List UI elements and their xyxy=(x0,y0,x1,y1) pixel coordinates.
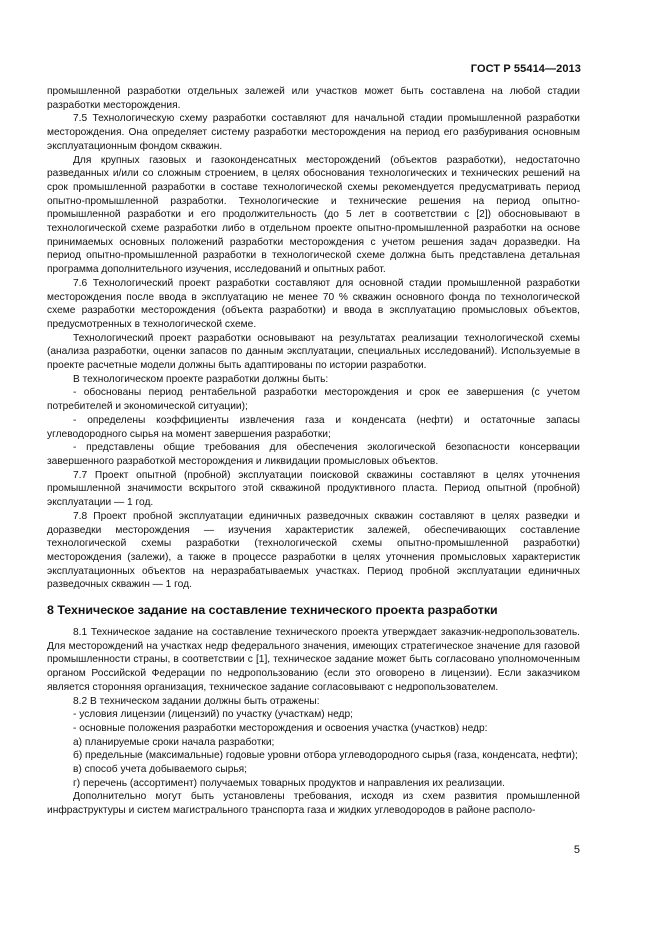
paragraph: - основные положения разработки месторождения и освоения участка (участков) недр: xyxy=(73,722,488,734)
paragraph: 7.6 Технологический проект разработки составляют для основной стадии промышленной разработки месторождения после ввода в эксплуатацию не менее 70 % скважин основного фонда по технологической схеме разработки месторождения (объекта разработки) и ввода в эксплуатацию промысловых объектов, предусмотренных в технологической схеме. xyxy=(47,277,580,330)
paragraphs-before-section xyxy=(47,85,580,592)
paragraph: 7.5 Технологическую схему разработки составляют для начальной стадии промышленной разработки месторождения. Она определяет систему разработки месторождения на период его разбуривания основным эксплуатационным фондом скважин. xyxy=(47,113,580,152)
paragraphs-after-section xyxy=(47,626,580,818)
document-id-header: ГОСТ Р 55414—2013 xyxy=(470,63,581,75)
paragraph: - условия лицензии (лицензий) по участку (участкам) недр; xyxy=(73,709,353,721)
paragraph: а) планируемые сроки начала разработки; xyxy=(73,736,275,748)
page-number: 5 xyxy=(573,844,580,856)
paragraph: г) перечень (ассортимент) получаемых товарных продуктов и направления их реализации. xyxy=(73,777,505,789)
section-title: 8 Техническое задание на составление технического проекта разработки xyxy=(47,603,498,618)
paragraph: 7.7 Проект опытной (пробной) эксплуатации поисковой скважины составляют в целях уточнения промышленной значимости вскрытого этой скважиной продуктивного пласта. Период опытной (пробной) эксплуатации — 1 год. xyxy=(47,469,580,509)
paragraph: в) способ учета добываемого сырья; xyxy=(73,764,248,776)
paragraph: В технологическом проекте разработки должны быть: xyxy=(73,373,329,385)
paragraph: - определены коэффициенты извлечения газа и конденсата (нефти) и остаточные запасы углеводородного сырья на момент завершения разработки; xyxy=(47,414,580,440)
paragraph: промышленной разработки отдельных залежей или участков может быть составлена на любой стадии разработки месторождения. xyxy=(47,86,580,111)
paragraph: Для крупных газовых и газоконденсатных месторождений (объектов разработки), недостаточно разведанных и/или со сложным строением, в целях обоснования технологических и технических решений на срок промышленной разработки в составе технологической схемы рекомендуется предусматривать период опытно-промышленной разработки. Технологические и технические решения на период опытно-промышленной разработки и его продолжительность (до 5 лет в соответствии с [2]) обосновывают в технологической схеме разработки либо в отдельном проекте опытно-промышленной разработки на основе принимаемых основных положений разработки месторождения с учетом решения задач доразведки. На период опытно-промышленной разработки в технологической схеме должна быть представлена детальная программа дополнительного изучения, исследований и опытных работ. xyxy=(47,154,580,276)
paragraph: - обоснованы период рентабельной разработки месторождения и срок ее завершения (с учетом потребителей и экономической ситуации); xyxy=(47,387,580,413)
paragraph: Дополнительно могут быть установлены требования, исходя из схем развития промышленной инфраструктуры и систем магистрального транспорта газа и жидких углеводородов в районе располо- xyxy=(47,791,580,817)
paragraph: Технологический проект разработки основывают на результатах реализации технологической схемы (анализа разработки, оценки запасов по данным эксплуатации, специальных исследований). Используемые в проекте расчетные модели должны быть адаптированы по истории разработки. xyxy=(47,332,580,372)
paragraph: б) предельные (максимальные) годовые уровни отбора углеводородного сырья (газа, конденсата, нефти); xyxy=(73,750,578,762)
paragraph: 8.2 В техническом задании должны быть отражены: xyxy=(73,695,320,707)
document-body xyxy=(47,85,580,818)
paragraph: - представлены общие требования для обеспечения экологической безопасности консервации завершенного разработкой месторождения и ликвидации промысловых объектов. xyxy=(47,442,580,467)
paragraph: 7.8 Проект пробной эксплуатации единичных разведочных скважин составляют в целях разведки и доразведки месторождения — изучения характеристик залежей, обеспечивающих составление технологической схемы разработки (технологической схемы опытно-промышленной разработки) месторождения (залежи), а также в процессе разработки в целях уточнения промысловых характеристик эксплуатационных объектов на неразрабатываемых участках. Период пробной эксплуатации единичных разведочных скважин — 1 год. xyxy=(47,510,580,591)
paragraph: 8.1 Техническое задание на составление технического проекта утверждает заказчик-недропользователь. Для месторождений на участках недр федерального значения, имеющих стратегическое значение для газовой промышленности страны, в соответствии с [1], техническое задание может быть согласовано уполномоченным органом Российской Федерации по недропользованию (если это оговорено в лицензии). Если заказчиком является сторонняя организация, техническое задание согласовывают с недропользователем. xyxy=(47,627,580,693)
